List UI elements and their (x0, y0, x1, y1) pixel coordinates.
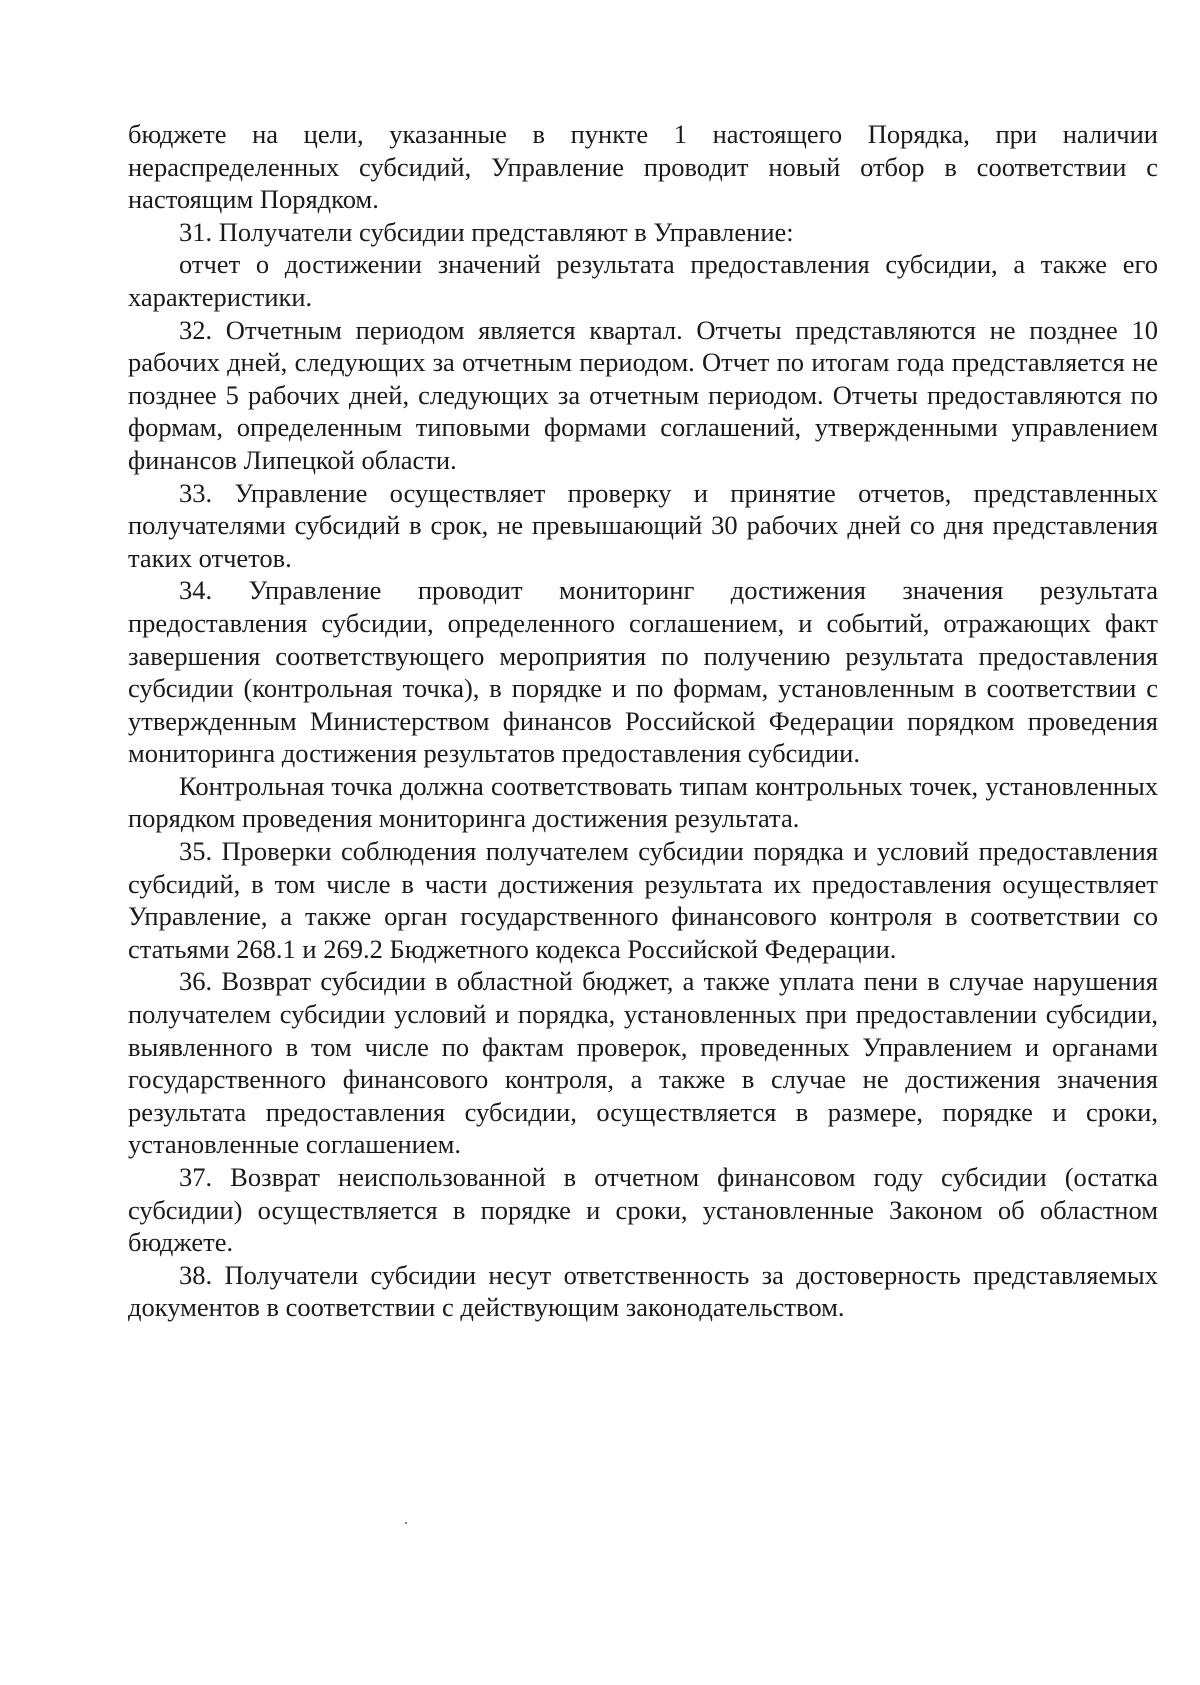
paragraph-34: 34. Управление проводит мониторинг достижения значения результата предоставления субсидии, определенного соглашением, и событий, отражающих факт завершения соответствующего мероприятия по получению результата предоставления субсидии (контрольная точка), в порядке и по формам, установленным в соответствии с утвержденным Министерством финансов Российской Федерации порядком проведения мониторинга достижения результатов предоставления субсидии. (128, 575, 1158, 769)
paragraph-38: 38. Получатели субсидии несут ответственность за достоверность представляемых документов в соответствии с действующим законодательством. (128, 1259, 1158, 1323)
paragraph-35: 35. Проверки соблюдения получателем субсидии порядка и условий предоставления субсидий, в том числе в части достижения результата их предоставления осуществляет Управление, а также орган государственного финансового контроля в соответствии со статьями 268.1 и 269.2 Бюджетного кодекса Российской Федерации. (128, 836, 1158, 964)
document-body (128, 118, 1158, 1324)
paragraph-31-item: отчет о достижении значений результата предоставления субсидии, а также его характеристики. (128, 249, 1158, 312)
paragraph-32: 32. Отчетным периодом является квартал. Отчеты представляются не позднее 10 рабочих дней, следующих за отчетным периодом. Отчет по итогам года представляется не позднее 5 рабочих дней, следующих за отчетным периодом. Отчеты предоставляются по формам, определенным типовыми формами соглашений, утвержденными управлением финансов Липецкой области. (128, 314, 1158, 475)
paragraph-33: 33. Управление осуществляет проверку и принятие отчетов, представленных получателями субсидий в срок, не превышающий 30 рабочих дней со дня представления таких отчетов. (128, 477, 1158, 573)
paragraph-37: 37. Возврат неиспользованной в отчетном финансовом году субсидии (остатка субсидии) осуществляется в порядке и сроки, установленные Законом об областном бюджете. (128, 1162, 1158, 1258)
paragraph-continuation: бюджете на цели, указанные в пункте 1 настоящего Порядка, при наличии нераспределенных субсидий, Управление проводит новый отбор в соответствии с настоящим Порядком. (128, 119, 1158, 215)
paragraph-34-note: Контрольная точка должна соответствовать типам контрольных точек, установленных порядком проведения мониторинга достижения результата. (128, 770, 1158, 834)
paragraph-36: 36. Возврат субсидии в областной бюджет, а также уплата пени в случае нарушения получателем субсидии условий и порядка, установленных при предоставлении субсидии, выявленного в том числе по фактам проверок, проведенных Управлением и органами государственного финансового контроля, а также в случае не достижения значения результата предоставления субсидии, осуществляется в размере, порядке и сроки, установленные соглашением. (128, 966, 1158, 1160)
scan-speck (405, 1522, 407, 1524)
paragraph-31: 31. Получатели субсидии представляют в Управление: (179, 216, 794, 247)
